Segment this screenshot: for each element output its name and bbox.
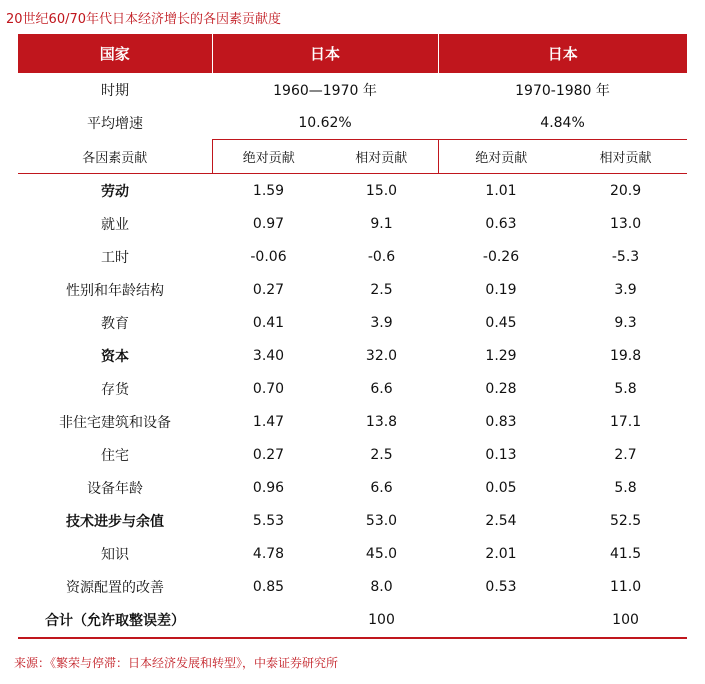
abs-value-2: 1.29 bbox=[485, 347, 517, 364]
header-row bbox=[18, 34, 687, 73]
period-row bbox=[18, 73, 687, 106]
subfactor-label: 住宅 bbox=[101, 447, 129, 464]
period-2: 1970-1980 年 bbox=[515, 82, 610, 99]
abs-value-1 bbox=[212, 603, 325, 638]
growth-1: 10.62% bbox=[212, 106, 438, 140]
factor-label: 各因素贡献 bbox=[18, 140, 212, 174]
rel-value-2: 13.0 bbox=[609, 215, 642, 232]
abs-value-1: 3.40 bbox=[252, 347, 285, 364]
abs-value-1: 5.53 bbox=[252, 512, 285, 529]
rel-value-2: 3.9 bbox=[614, 281, 637, 298]
abs-contribution-2: 绝对贡献 bbox=[438, 140, 564, 174]
header-japan-1: 日本 bbox=[212, 34, 438, 73]
source-note: 来源：《繁荣与停滞：日本经济发展和转型》，中泰证券研究所 bbox=[14, 656, 339, 670]
table-row bbox=[18, 174, 687, 208]
category-label: 资本 bbox=[101, 348, 129, 365]
growth-row bbox=[18, 106, 687, 140]
subfactor-label: 资源配置的改善 bbox=[66, 579, 164, 596]
rel-value-2: -5.3 bbox=[611, 248, 640, 265]
subfactor-label: 非住宅建筑和设备 bbox=[59, 414, 171, 431]
subfactor-label: 存货 bbox=[101, 381, 129, 398]
abs-value-2: 0.53 bbox=[485, 578, 517, 595]
rel-value-2: 52.5 bbox=[609, 512, 642, 529]
rel-value-1: 2.5 bbox=[370, 446, 393, 463]
contribution-table bbox=[18, 34, 687, 639]
abs-value-1: 0.27 bbox=[252, 281, 285, 298]
abs-contribution-1: 绝对贡献 bbox=[212, 140, 325, 174]
rel-value-1: 6.6 bbox=[370, 479, 393, 496]
rel-value-1: 9.1 bbox=[370, 215, 393, 232]
abs-value-1: 1.59 bbox=[252, 182, 285, 199]
rel-value-2: 2.7 bbox=[614, 446, 637, 463]
rel-value-2: 9.3 bbox=[614, 314, 637, 331]
rel-value-2: 41.5 bbox=[609, 545, 642, 562]
abs-value-2: 0.19 bbox=[485, 281, 517, 298]
table-row bbox=[18, 570, 687, 603]
table-row bbox=[18, 438, 687, 471]
table-row bbox=[18, 240, 687, 273]
table-title: 20世纪60/70年代日本经济增长的各因素贡献度 bbox=[6, 12, 282, 27]
table-row bbox=[18, 339, 687, 372]
abs-value-1: 4.78 bbox=[252, 545, 285, 562]
rel-value-1: 15.0 bbox=[365, 182, 398, 199]
rel-value-2: 5.8 bbox=[614, 380, 637, 397]
abs-value-1: -0.06 bbox=[250, 248, 287, 265]
category-label: 技术进步与余值 bbox=[66, 513, 164, 530]
abs-value-2: 0.83 bbox=[485, 413, 517, 430]
abs-value-2: 2.54 bbox=[485, 512, 517, 529]
abs-value-2: 0.28 bbox=[485, 380, 517, 397]
rel-contribution-1: 相对贡献 bbox=[325, 140, 438, 174]
period-1: 1960—1970 年 bbox=[273, 82, 377, 99]
table-row bbox=[18, 372, 687, 405]
rel-value-1: 3.9 bbox=[370, 314, 393, 331]
header-japan-2: 日本 bbox=[438, 34, 687, 73]
abs-value-2: 0.05 bbox=[485, 479, 517, 496]
abs-value-1: 0.97 bbox=[252, 215, 285, 232]
abs-value-2: 0.45 bbox=[485, 314, 517, 331]
table-row bbox=[18, 207, 687, 240]
rel-value-1: 100 bbox=[325, 603, 438, 638]
table-row bbox=[18, 273, 687, 306]
rel-contribution-2: 相对贡献 bbox=[564, 140, 687, 174]
rel-value-2: 19.8 bbox=[609, 347, 642, 364]
abs-value-1: 0.70 bbox=[252, 380, 285, 397]
abs-value-1: 0.27 bbox=[252, 446, 285, 463]
rel-value-1: 2.5 bbox=[370, 281, 393, 298]
growth-2: 4.84% bbox=[438, 106, 687, 140]
rel-value-1: 13.8 bbox=[365, 413, 398, 430]
abs-value-1: 1.47 bbox=[252, 413, 285, 430]
abs-value-1: 0.96 bbox=[252, 479, 285, 496]
subfactor-label: 设备年龄 bbox=[87, 480, 143, 497]
subfactor-label: 工时 bbox=[101, 249, 129, 266]
rel-value-1: 6.6 bbox=[370, 380, 393, 397]
rel-value-1: 32.0 bbox=[365, 347, 398, 364]
table-row bbox=[18, 405, 687, 438]
rel-value-2: 100 bbox=[564, 603, 687, 638]
subfactor-label: 就业 bbox=[101, 216, 129, 233]
column-header-row bbox=[18, 140, 687, 174]
rel-value-2: 17.1 bbox=[609, 413, 642, 430]
rel-value-2: 11.0 bbox=[609, 578, 642, 595]
subfactor-label: 知识 bbox=[101, 546, 129, 563]
abs-value-2: 0.13 bbox=[485, 446, 517, 463]
category-label: 劳动 bbox=[101, 183, 129, 200]
abs-value-2: 1.01 bbox=[485, 182, 517, 199]
subfactor-label: 性别和年龄结构 bbox=[66, 282, 164, 299]
rel-value-1: 45.0 bbox=[365, 545, 398, 562]
table-row bbox=[18, 504, 687, 537]
subfactor-label: 教育 bbox=[101, 315, 129, 332]
period-label: 时期 bbox=[101, 82, 129, 99]
abs-value-2: -0.26 bbox=[482, 248, 520, 265]
rel-value-2: 5.8 bbox=[614, 479, 637, 496]
rel-value-1: 8.0 bbox=[370, 578, 393, 595]
table-row bbox=[18, 537, 687, 570]
abs-value-2: 0.63 bbox=[485, 215, 517, 232]
abs-value-1: 0.41 bbox=[252, 314, 285, 331]
table-row bbox=[18, 471, 687, 504]
abs-value-1: 0.85 bbox=[252, 578, 285, 595]
abs-value-2: 2.01 bbox=[485, 545, 517, 562]
growth-label: 平均增速 bbox=[87, 115, 143, 132]
table-row bbox=[18, 603, 687, 638]
category-label: 合计（允许取整误差） bbox=[18, 603, 212, 638]
abs-value-2 bbox=[438, 603, 564, 638]
rel-value-1: 53.0 bbox=[365, 512, 398, 529]
rel-value-1: -0.6 bbox=[367, 248, 396, 265]
table-row bbox=[18, 306, 687, 339]
header-country: 国家 bbox=[18, 34, 212, 73]
rel-value-2: 20.9 bbox=[609, 182, 642, 199]
